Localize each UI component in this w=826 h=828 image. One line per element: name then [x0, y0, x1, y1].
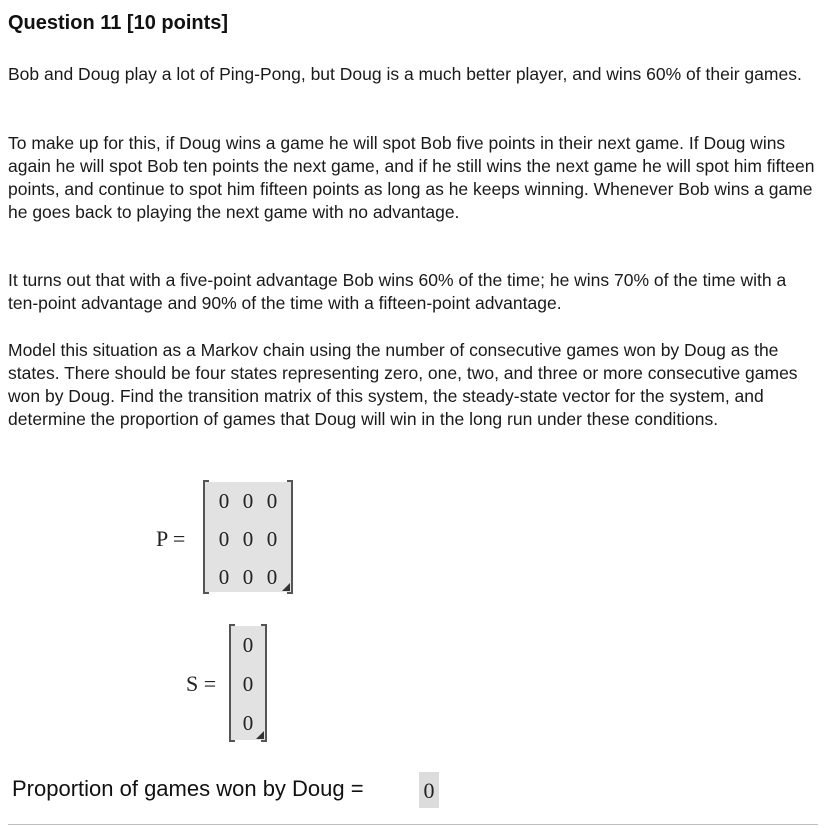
answer-label: Proportion of games won by Doug = — [12, 776, 364, 801]
matrix-p-cell[interactable]: 0 — [218, 527, 230, 551]
matrix-p-label: P = — [156, 526, 186, 551]
vector-s-cell[interactable]: 0 — [242, 633, 254, 657]
matrix-p-cell[interactable]: 0 — [242, 527, 254, 551]
answer-input[interactable]: 0 — [419, 772, 439, 808]
matrix-p-cell[interactable]: 0 — [266, 527, 278, 551]
matrix-p-cell[interactable]: 0 — [266, 565, 278, 589]
matrix-p-cell[interactable]: 0 — [266, 489, 278, 513]
matrix-p-cell[interactable]: 0 — [218, 489, 230, 513]
resize-handle-icon[interactable] — [282, 583, 290, 591]
matrix-p-input[interactable] — [203, 482, 293, 592]
vector-s-input[interactable] — [229, 626, 267, 740]
paragraph-spot-rules: To make up for this, if Doug wins a game he will spot Bob five points in their next game. If Doug wins again he will spot Bob ten points the next game, and if he still wins the next game he will spot him fifteen points, and continue to spot him fifteen points as long as he keeps winning. Whenever Bob wins a game he goes back to playing the next game with no advantage. — [8, 133, 815, 222]
paragraph-win-rates: It turns out that with a five-point advantage Bob wins 60% of the time; he wins 70% of the time with a ten-point advantage and 90% of the time with a fifteen-point advantage. — [8, 270, 787, 313]
vector-s-cell[interactable]: 0 — [242, 672, 254, 696]
matrix-p-cell[interactable]: 0 — [218, 565, 230, 589]
resize-handle-icon[interactable] — [256, 731, 264, 739]
divider — [8, 824, 818, 825]
matrix-p-cell[interactable]: 0 — [242, 565, 254, 589]
matrix-p-cell[interactable]: 0 — [242, 489, 254, 513]
paragraph-task: Model this situation as a Markov chain using the number of consecutive games won by Doug as the states. There should be four states representing zero, one, two, and three or more consecutive games won by Doug. Find the transition matrix of this system, the steady-state vector for the system, and determine the proportion of games that Doug will win in the long run under these conditions. — [8, 340, 798, 429]
vector-s-cell[interactable]: 0 — [242, 711, 254, 735]
paragraph-intro: Bob and Doug play a lot of Ping-Pong, but Doug is a much better player, and wins 60% of their games. — [8, 64, 802, 84]
question-title: Question 11 [10 points] — [8, 12, 229, 34]
vector-s-label: S = — [186, 671, 217, 696]
